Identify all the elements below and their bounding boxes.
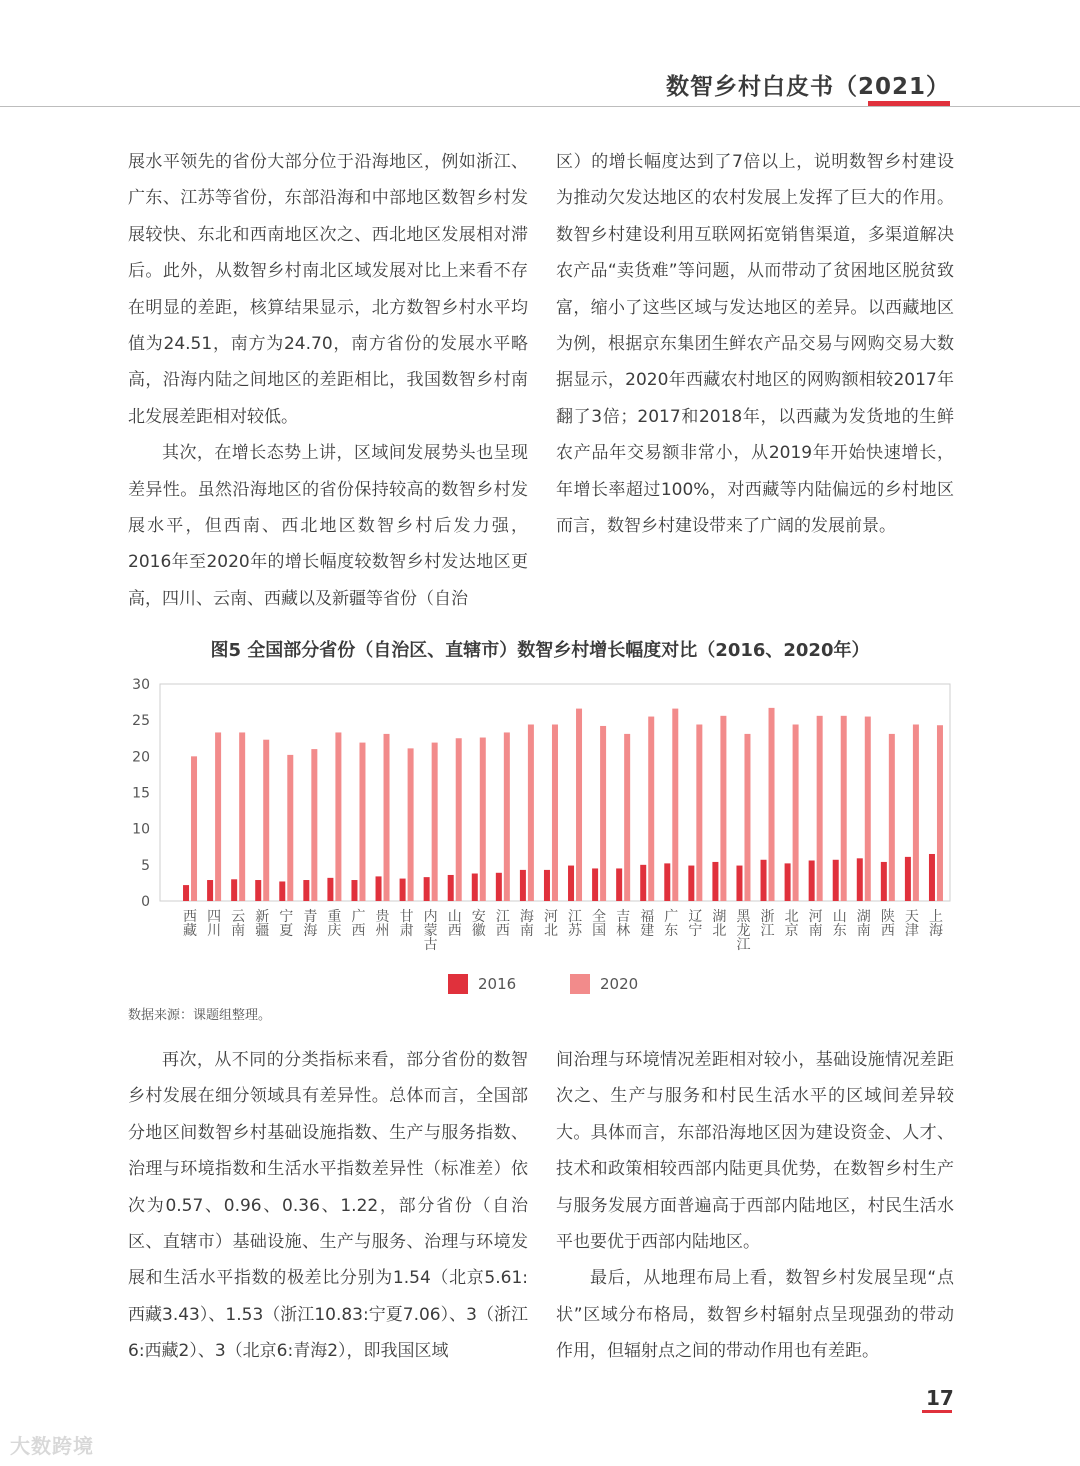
bar-2016-江西 [496,873,502,901]
bar-2020-山东 [841,716,847,901]
x-tick-label: 安徽 [471,909,486,939]
x-tick-label: 甘肃 [399,909,414,939]
bar-2020-河北 [552,725,558,901]
bar-2020-云南 [239,732,245,901]
x-tick-label: 内蒙古 [423,909,438,953]
bar-2016-湖南 [857,858,863,901]
bar-2016-贵州 [376,876,382,901]
bar-2020-贵州 [384,734,390,901]
paragraph: 间治理与环境情况差距相对较小，基础设施情况差距次之、生产与服务和村民生活水平的区域间差异较大。具体而言，东部沿海地区因为建设资金、人才、技术和政策相较西部内陆更具优势，在数智乡村生产与服务发展方面普遍高于西部内陆地区，村民生活水平也要优于西部内陆地区。 [556,1050,954,1253]
bar-2016-内蒙古 [424,877,430,901]
bar-2016-江苏 [568,866,574,901]
bar-2016-云南 [231,879,237,901]
legend-swatch-2016 [448,974,468,994]
bar-2020-西藏 [191,756,197,901]
x-tick-label: 山东 [832,909,847,939]
legend-swatch-2020 [570,974,590,994]
x-tick-label: 广西 [351,909,366,939]
bar-2020-黑龙江 [744,734,750,901]
bar-2016-甘肃 [400,879,406,901]
bar-2016-上海 [929,854,935,901]
figure-title: 图5 全国部分省份（自治区、直辖市）数智乡村增长幅度对比（2016、2020年） [210,640,870,661]
bar-2016-浙江 [761,860,767,901]
bar-series [183,708,943,901]
paragraph: 展水平领先的省份大部分位于沿海地区，例如浙江、广东、江苏等省份，东部沿海和中部地区数智乡村发展较快、东北和西南地区次之、西北地区发展相对滞后。此外，从数智乡村南北区域发展对比上来看不存在明显的差距，核算结果显示，北方数智乡村水平均值为24.51，南方为24.70，南方省份的发展水平略高，沿海内陆之间地区的差距相比，我国数智乡村南北发展差距相对较低。 [128,152,528,427]
paragraph: 再次，从不同的分类指标来看，部分省份的数智乡村发展在细分领域具有差异性。总体而言，全国部分地区间数智乡村基础设施指数、生产与服务指数、治理与环境指数和生活水平指数差异性（标准差）依次为0.57、0.96、0.36、1.22，部分省份（自治区、直辖市）基础设施、生产与服务、治理与环境发展和生活水平指数的极差比分别为1.54（北京5.61:西藏3.43）、1.53（浙江10.83:宁夏7.06）、3（浙江6:西藏2）、3（北京6:青海2），即我国区域 [128,1050,528,1362]
x-tick-label: 北京 [784,909,799,939]
data-source-note: 数据来源：课题组整理。 [128,1008,272,1023]
bar-2016-福建 [640,865,646,901]
header-title: 数智乡村白皮书（2021） [665,74,950,100]
bar-2020-宁夏 [287,755,293,901]
bar-2016-四川 [207,880,213,901]
bar-2016-重庆 [327,878,333,901]
bar-2020-上海 [937,725,943,901]
y-tick-label: 20 [132,749,150,766]
bar-2016-全国 [592,868,598,901]
x-tick-label: 辽宁 [688,909,703,939]
x-tick-label: 湖北 [712,909,727,939]
bar-2020-内蒙古 [432,743,438,901]
x-tick-label: 江西 [495,909,510,939]
bar-2020-全国 [600,726,606,901]
x-tick-label: 上海 [928,909,943,939]
x-tick-label: 黑龙江 [736,909,751,953]
text-column-bottom-right [556,1042,954,1370]
legend-label: 2020 [600,975,639,993]
y-tick-label: 15 [132,785,150,802]
bar-2020-河南 [817,716,823,901]
bar-2020-天津 [913,725,919,901]
paragraph: 区）的增长幅度达到了7倍以上，说明数智乡村建设为推动欠发达地区的农村发展上发挥了巨大的作用。数智乡村建设利用互联网拓宽销售渠道，多渠道解决农产品“卖货难”等问题，从而带动了贫困地区脱贫致富，缩小了这些区域与发达地区的差异。以西藏地区为例，根据京东集团生鲜农产品交易与网购交易大数据显示，2020年西藏农村地区的网购额相较2017年翻了3倍；2017和2018年，以西藏为发货地的生鲜农产品年交易额非常小，从2019年开始快速增长，年增长率超过100%，对西藏等内陆偏远的乡村地区而言，数智乡村建设带来了广阔的发展前景。 [556,152,954,537]
bar-2020-海南 [528,725,534,901]
bar-2016-吉林 [616,868,622,901]
x-tick-label: 四川 [207,909,222,939]
x-tick-label: 吉林 [616,909,631,939]
x-tick-label: 海南 [519,909,534,939]
x-tick-label: 西藏 [183,909,198,939]
bar-2020-山西 [456,738,462,901]
x-tick-label: 广东 [664,909,679,939]
bar-2020-辽宁 [696,725,702,901]
x-tick-label: 宁夏 [279,909,294,939]
bar-2020-四川 [215,732,221,901]
bar-2020-江苏 [576,709,582,901]
y-tick-label: 30 [132,677,150,693]
bar-2020-广西 [359,743,365,901]
bar-2020-湖北 [720,716,726,901]
x-tick-label: 江苏 [568,909,583,939]
bar-2020-陕西 [889,734,895,901]
x-tick-label: 河南 [808,909,823,939]
bar-2020-甘肃 [408,748,414,901]
bar-2020-北京 [793,725,799,901]
bar-2020-重庆 [335,732,341,901]
bar-2020-福建 [648,717,654,901]
bar-2020-安徽 [480,738,486,901]
bar-2020-江西 [504,732,510,901]
bar-2020-浙江 [769,708,775,901]
x-tick-label: 陕西 [880,909,895,939]
bar-2016-西藏 [183,885,189,901]
text-column-top-right [556,144,954,544]
y-tick-label: 25 [132,713,150,730]
x-tick-label: 重庆 [327,909,342,939]
bar-2016-河南 [809,860,815,901]
text-column-bottom-left [128,1042,528,1370]
x-tick-label: 贵州 [375,909,390,939]
y-tick-label: 5 [141,857,150,874]
x-axis [183,908,943,953]
bar-chart [120,676,970,1006]
bar-2020-新疆 [263,740,269,901]
y-tick-label: 10 [132,821,150,838]
x-tick-label: 云南 [231,909,246,939]
page-number: 17 [926,1386,954,1410]
bar-2016-北京 [785,863,791,901]
bar-2020-吉林 [624,734,630,901]
header-divider [0,106,1080,107]
bar-2016-广西 [351,880,357,901]
bar-2016-辽宁 [688,866,694,901]
bar-2020-湖南 [865,717,871,901]
bar-2020-青海 [311,749,317,901]
paragraph: 其次，在增长态势上讲，区域间发展势头也呈现差异性。虽然沿海地区的省份保持较高的数智乡村发展水平，但西南、西北地区数智乡村后发力强，2016年至2020年的增长幅度较数智乡村发达地区更高，四川、云南、西藏以及新疆等省份（自治 [128,443,528,609]
text-column-top-left [128,144,528,617]
bar-2016-山东 [833,860,839,901]
x-tick-label: 新疆 [255,909,270,939]
y-axis [132,677,150,910]
bar-2016-广东 [664,863,670,901]
bar-2016-陕西 [881,862,887,901]
bar-2016-安徽 [472,874,478,901]
bar-2016-青海 [303,880,309,901]
x-tick-label: 湖南 [856,909,871,939]
bar-2016-海南 [520,870,526,901]
x-tick-label: 浙江 [760,909,775,939]
x-tick-label: 山西 [447,909,462,939]
bar-2016-宁夏 [279,881,285,901]
bar-2016-湖北 [712,862,718,901]
bar-2016-天津 [905,857,911,901]
bar-2016-河北 [544,870,550,901]
bar-2020-广东 [672,709,678,901]
x-tick-label: 青海 [303,909,318,939]
bar-2016-新疆 [255,880,261,901]
paragraph: 最后，从地理布局上看，数智乡村发展呈现“点状”区域分布格局，数智乡村辐射点呈现强劲的带动作用，但辐射点之间的带动作用也有差距。 [556,1268,954,1362]
legend [448,974,638,994]
legend-label: 2016 [478,975,517,993]
bar-2016-山西 [448,875,454,901]
x-tick-label: 福建 [640,909,655,939]
y-tick-label: 0 [141,894,150,910]
page-number-underline [922,1410,952,1413]
watermark: 大数跨境 [10,1434,94,1458]
x-tick-label: 天津 [904,909,919,939]
x-tick-label: 全国 [592,909,607,939]
bar-2016-黑龙江 [736,866,742,901]
x-tick-label: 河北 [543,909,558,939]
